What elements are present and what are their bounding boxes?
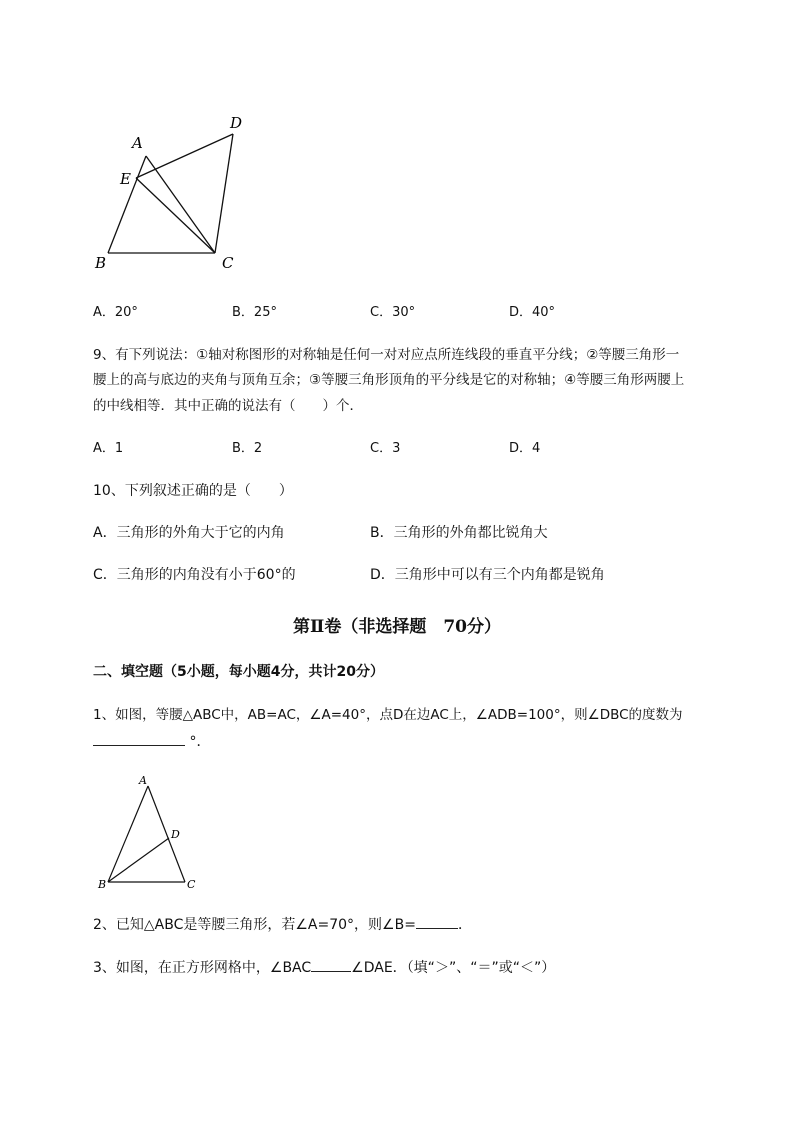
fill-3-prefix: 3、如图，在正方形网格中，∠BAC xyxy=(93,960,312,976)
q8-option-c: C．30° xyxy=(370,305,416,320)
q9-option-c: C．3 xyxy=(370,441,401,456)
q10-option-c: C．三角形的内角没有小于60°的 xyxy=(93,567,296,583)
fill-2-prefix: 2、已知△ABC是等腰三角形，若∠A=70°，则∠B= xyxy=(93,917,416,933)
q8-option-a: A．20° xyxy=(93,305,138,320)
q9-option-a: A．1 xyxy=(93,441,124,456)
label-d: D xyxy=(171,828,180,841)
geometry-figure-2 xyxy=(95,772,205,892)
q10-option-d: D．三角形中可以有三个内角都是锐角 xyxy=(370,567,605,583)
fill-1-stem: 1、如图，等腰△ABC中，AB=AC，∠A=40°，点D在边AC上，∠ADB=100°，则∠DBC的度数为 xyxy=(93,707,683,723)
label-b: B xyxy=(95,254,107,272)
geometry-figure-1 xyxy=(90,110,260,275)
label-a: A xyxy=(139,774,147,787)
segment-cd xyxy=(215,134,233,253)
fill-3 xyxy=(93,957,555,978)
label-c: C xyxy=(187,878,196,891)
label-b: B xyxy=(98,878,107,891)
fill-1-answer-line xyxy=(93,731,210,752)
fill-1-answer-blank[interactable] xyxy=(93,731,185,746)
q10-option-b: B．三角形的外角都比锐角大 xyxy=(370,525,548,541)
q10-stem: 10、下列叙述正确的是（ ） xyxy=(93,483,293,499)
fill-3-answer-blank[interactable] xyxy=(311,957,351,972)
section-2-heading: 二、填空题（5小题，每小题4分，共计20分） xyxy=(93,664,384,680)
fill-2-answer-blank[interactable] xyxy=(416,914,458,929)
segment-ac xyxy=(146,156,215,253)
q9-stem-line-2: 腰上的高与底边的夹角与顶角互余；③等腰三角形顶角的平分线是它的对称轴；④等腰三角形两腰上 xyxy=(93,372,685,388)
fill-3-suffix: （填“＞”、“＝”或“＜”） xyxy=(406,960,556,976)
q10-option-a: A．三角形的外角大于它的内角 xyxy=(93,525,285,541)
segment-ec xyxy=(136,178,215,253)
q8-option-b: B．25° xyxy=(232,305,277,320)
q9-option-b: B．2 xyxy=(232,441,263,456)
fill-1-suffix: °． xyxy=(189,734,211,750)
q9-stem-line-3: 的中线相等．其中正确的说法有（ ）个． xyxy=(93,398,363,414)
label-a: A xyxy=(132,134,143,152)
fill-2 xyxy=(93,914,472,935)
q8-option-d: D．40° xyxy=(509,305,556,320)
label-d: D xyxy=(230,114,243,132)
q9-option-d: D．4 xyxy=(509,441,541,456)
segment-ed xyxy=(136,134,233,178)
part-2-title: 第Ⅱ卷（非选择题 70分） xyxy=(293,617,501,637)
fill-2-suffix: ． xyxy=(457,917,472,933)
label-c: C xyxy=(222,254,234,272)
label-e: E xyxy=(120,170,131,188)
fill-3-middle: ∠DAE． xyxy=(351,960,407,976)
q9-stem-line-1: 9、有下列说法：①轴对称图形的对称轴是任何一对对应点所连线段的垂直平分线；②等腰三角形一 xyxy=(93,347,680,363)
